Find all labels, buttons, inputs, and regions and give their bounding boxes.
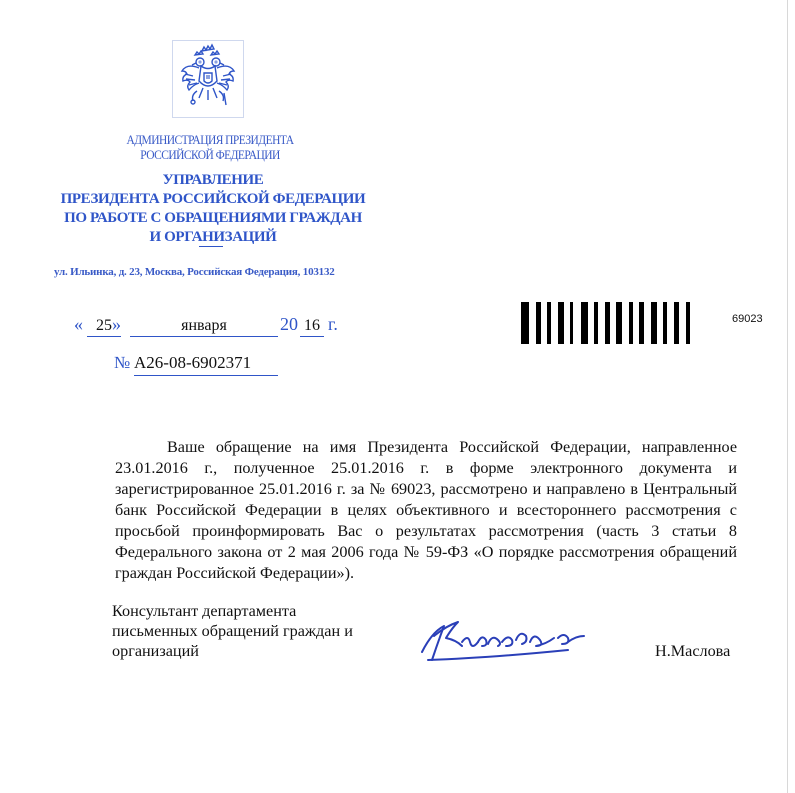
barcode-stripe: [547, 302, 551, 344]
department-line-4: И ОРГАНИЗАЦИЙ: [149, 229, 277, 245]
barcode-stripe: [543, 302, 545, 344]
letter-date: [74, 314, 354, 338]
signatory-position-line-3: организаций: [112, 642, 199, 660]
letterhead-address: ул. Ильинка, д. 23, Москва, Российская Федерация, 103132: [54, 266, 335, 278]
date-open-quote: «: [74, 314, 83, 334]
barcode: [521, 302, 715, 344]
barcode-stripe: [663, 302, 667, 344]
barcode-stripe: [616, 302, 622, 344]
barcode-stripe: [639, 302, 644, 344]
date-year-unit: г.: [328, 314, 338, 334]
barcode-stripe: [594, 302, 598, 344]
administration-heading: [109, 133, 311, 163]
heading-divider: [199, 246, 223, 247]
barcode-stripe: [521, 302, 529, 344]
barcode-stripe: [624, 302, 627, 344]
department-line-1: УПРАВЛЕНИЕ: [162, 172, 264, 188]
reference-field: [134, 353, 278, 376]
date-month-field: [130, 314, 278, 337]
department-line-2: ПРЕЗИДЕНТА РОССИЙСКОЙ ФЕДЕРАЦИИ: [60, 191, 366, 207]
date-close-quote: »: [112, 314, 121, 334]
barcode-stripe: [692, 302, 698, 344]
reference-value: А26-08-6902371: [134, 353, 252, 372]
barcode-stripe: [600, 302, 603, 344]
barcode-stripe: [681, 302, 684, 344]
barcode-stripe: [590, 302, 592, 344]
barcode-stripe: [536, 302, 541, 344]
date-day: 25: [96, 317, 112, 334]
barcode-stripe: [635, 302, 637, 344]
department-heading: [48, 171, 378, 247]
date-year-field: [300, 314, 324, 337]
handwritten-signature: [418, 612, 590, 670]
barcode-stripe: [581, 302, 588, 344]
barcode-stripe: [686, 302, 690, 344]
administration-line-1: АДМИНИСТРАЦИЯ ПРЕЗИДЕНТА: [126, 133, 294, 147]
barcode-stripe: [531, 302, 534, 344]
state-emblem-icon: [172, 40, 244, 118]
barcode-stripe: [605, 302, 610, 344]
date-month: января: [181, 317, 227, 334]
barcode-stripe: [651, 302, 657, 344]
date-year-prefix: 20: [280, 314, 298, 334]
barcode-stripe: [553, 302, 556, 344]
reference-prefix: №: [114, 353, 131, 372]
barcode-stripe: [629, 302, 633, 344]
barcode-stripe: [612, 302, 614, 344]
signatory-position-line-2: письменных обращений граждан и: [112, 622, 353, 640]
barcode-stripe: [659, 302, 661, 344]
barcode-stripe: [558, 302, 564, 344]
barcode-number: 69023: [732, 313, 763, 325]
barcode-stripe: [646, 302, 649, 344]
date-year-suffix: 16: [304, 317, 320, 334]
barcode-stripe: [669, 302, 672, 344]
signatory-position: [112, 601, 382, 661]
reference-number: [114, 353, 280, 377]
administration-line-2: РОССИЙСКОЙ ФЕДЕРАЦИИ: [140, 148, 280, 162]
barcode-stripe: [575, 302, 579, 344]
barcode-stripe: [570, 302, 573, 344]
barcode-stripe: [566, 302, 568, 344]
letter-body: Ваше обращение на имя Президента Российской Федерации, направленное 23.01.2016 г., полученное 25.01.2016 г. в форме электронного документа и зарегистрированное 25.01.2016 г. за № 69023, рассмотрено и направлено в Центральный банк Российской Федерации в целях объективного и всестороннего рассмотрения с просьбой проинформировать Вас о результатах рассмотрения (часть 3 статьи 8 Федерального закона от 2 мая 2006 года № 59-ФЗ «О порядке рассмотрения обращений граждан Российской Федерации»).: [115, 438, 737, 582]
department-line-3: ПО РАБОТЕ С ОБРАЩЕНИЯМИ ГРАЖДАН: [64, 210, 362, 226]
barcode-stripe: [674, 302, 679, 344]
signer-name: Н.Маслова: [655, 642, 731, 660]
signatory-position-line-1: Консультант департамента: [112, 602, 297, 620]
